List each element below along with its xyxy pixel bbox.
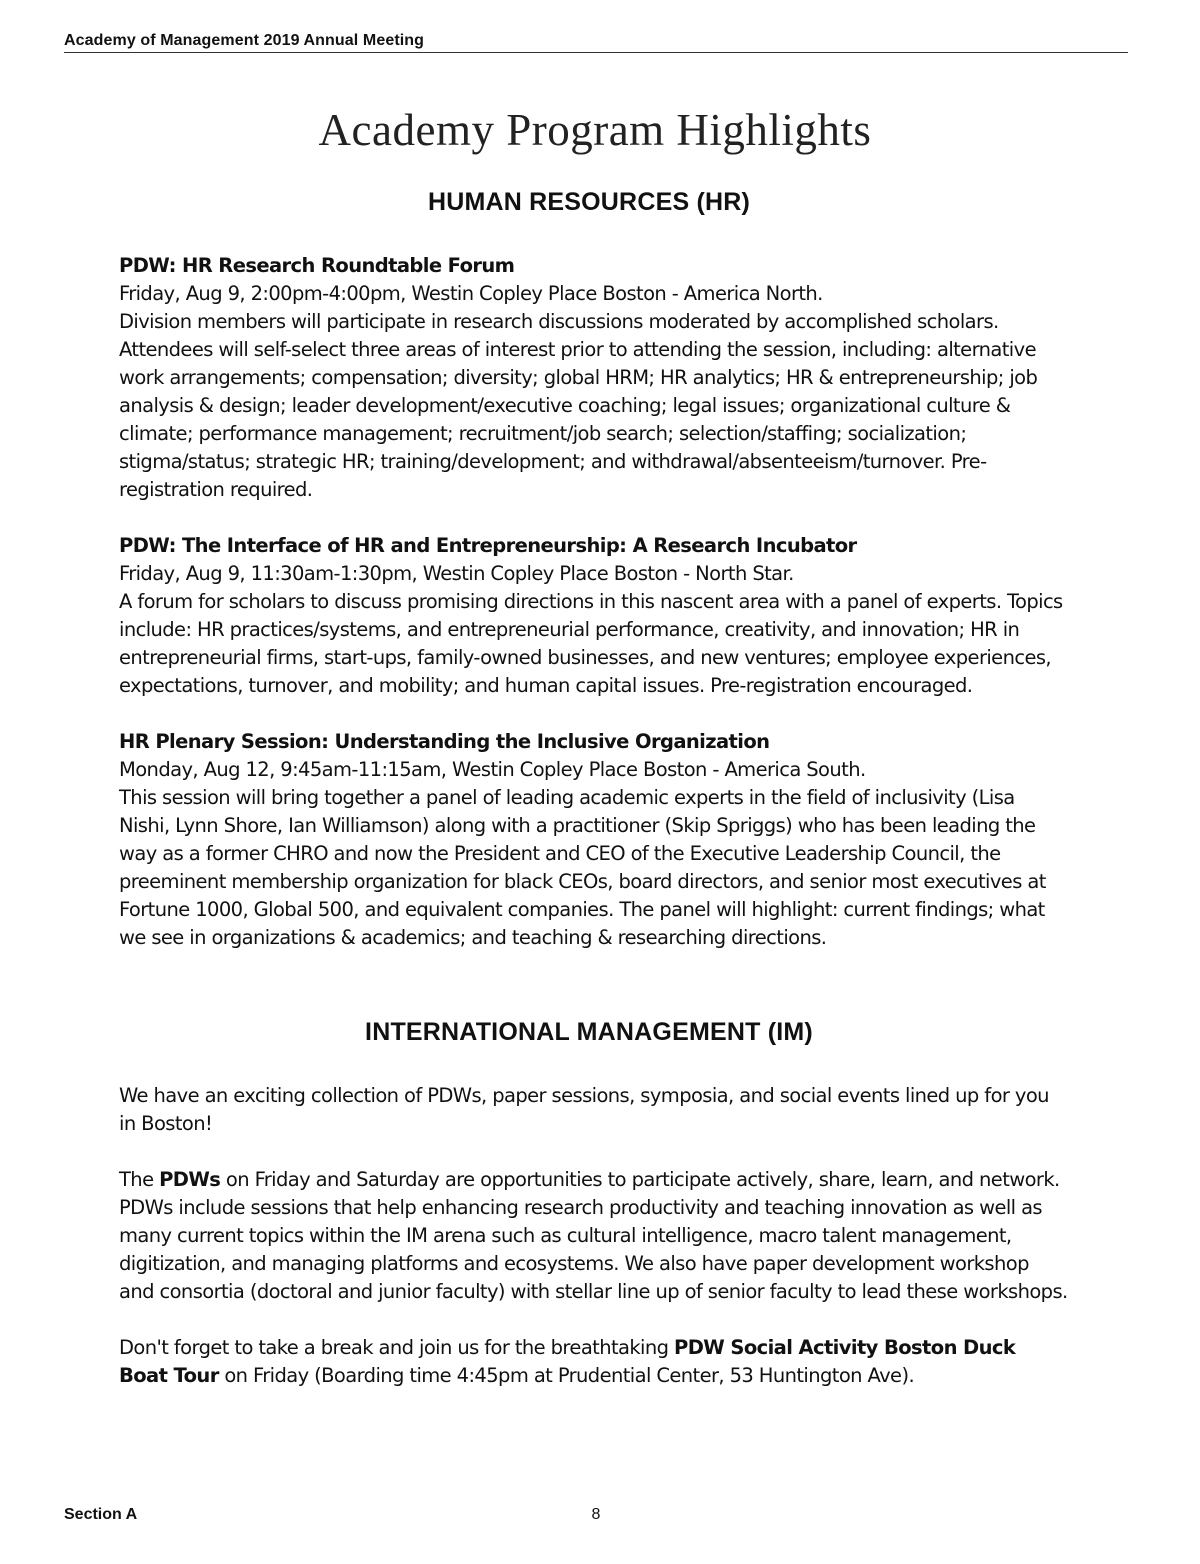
footer-section-label: Section A [64,1506,138,1523]
footer-page-number: 8 [591,1506,601,1523]
hr-event-research-incubator [119,532,1069,700]
event-description: A forum for scholars to discuss promising directions in this nascent area with a panel of experts. Topics include: HR practices/systems, and entrepreneurial performance, creativity, and innovation; HR in entrepreneurial firms, start-ups, family-owned businesses, and new ventures; employee experiences, expectations, turnover, and mobility; and human capital issues. Pre-registration encouraged. [119,590,1063,697]
event-datetime-location: Friday, Aug 9, 11:30am-1:30pm, Westin Copley Place Boston - North Star. [119,562,794,585]
im-intro-paragraph: We have an exciting collection of PDWs, paper sessions, symposia, and social events lined up for you in Boston! [119,1084,1049,1135]
event-title: PDW: The Interface of HR and Entrepreneurship: A Research Incubator [119,534,857,557]
event-description: Division members will participate in research discussions moderated by accomplished scholars. Attendees will self-select three areas of interest prior to attending the session, including: alternative work arrangements; compensation; diversity; global HRM; HR analytics; HR & entrepreneurship; job analysis & design; leader development/executive coaching; legal issues; organizational culture & climate; performance management; recruitment/job search; selection/staffing; socialization; stigma/status; strategic HR; training/development; and withdrawal/absenteeism/turnover. Pre-registration required. [119,310,1038,501]
event-datetime-location: Monday, Aug 12, 9:45am-11:15am, Westin Copley Place Boston - America South. [119,758,866,781]
social-text-before: Don't forget to take a break and join us for the breathtaking [119,1336,675,1359]
im-section-heading: INTERNATIONAL MANAGEMENT (IM) [365,1018,813,1046]
hr-section-heading: HUMAN RESOURCES (HR) [427,188,751,216]
pdw-text-before: The [119,1168,160,1191]
page-title: Academy Program Highlights [318,105,872,155]
event-datetime-location: Friday, Aug 9, 2:00pm-4:00pm, Westin Copley Place Boston - America North. [119,282,823,305]
pdw-bold-text: PDWs [159,1168,221,1191]
social-text-after: on Friday (Boarding time 4:45pm at Prudential Center, 53 Huntington Ave). [218,1364,915,1387]
event-description: This session will bring together a panel of leading academic experts in the field of inclusivity (Lisa Nishi, Lynn Shore, Ian Williamson) along with a practitioner (Skip Spriggs) who has been leading the way as a former CHRO and now the President and CEO of the Executive Leadership Council, the preeminent membership organization for black CEOs, board directors, and senior most executives at Fortune 1000, Global 500, and equivalent companies. The panel will highlight: current findings; what we see in organizations & academics; and teaching & researching directions. [119,786,1046,949]
im-pdw-paragraph [119,1166,1069,1306]
main-content [119,180,1069,1390]
hr-event-plenary-session [119,728,1069,952]
event-title: HR Plenary Session: Understanding the Inclusive Organization [119,730,770,753]
event-title: PDW: HR Research Roundtable Forum [119,254,515,277]
social-bold-text: PDW Social Activity Boston Duck Boat Tour [119,1336,1016,1387]
running-header: Academy of Management 2019 Annual Meeting [64,32,1128,53]
hr-event-roundtable-forum [119,252,1069,504]
pdw-text-after: on Friday and Saturday are opportunities to participate actively, share, learn, and network. PDWs include sessions that help enhancing research productivity and teaching innovation as well as many current topics within the IM arena such as cultural intelligence, macro talent management, digitization, and managing platforms and ecosystems. We also have paper development workshop and consortia (doctoral and junior faculty) with stellar line up of senior faculty to lead these workshops. [119,1168,1068,1303]
im-body [119,1082,1069,1390]
im-social-paragraph [119,1334,1069,1390]
